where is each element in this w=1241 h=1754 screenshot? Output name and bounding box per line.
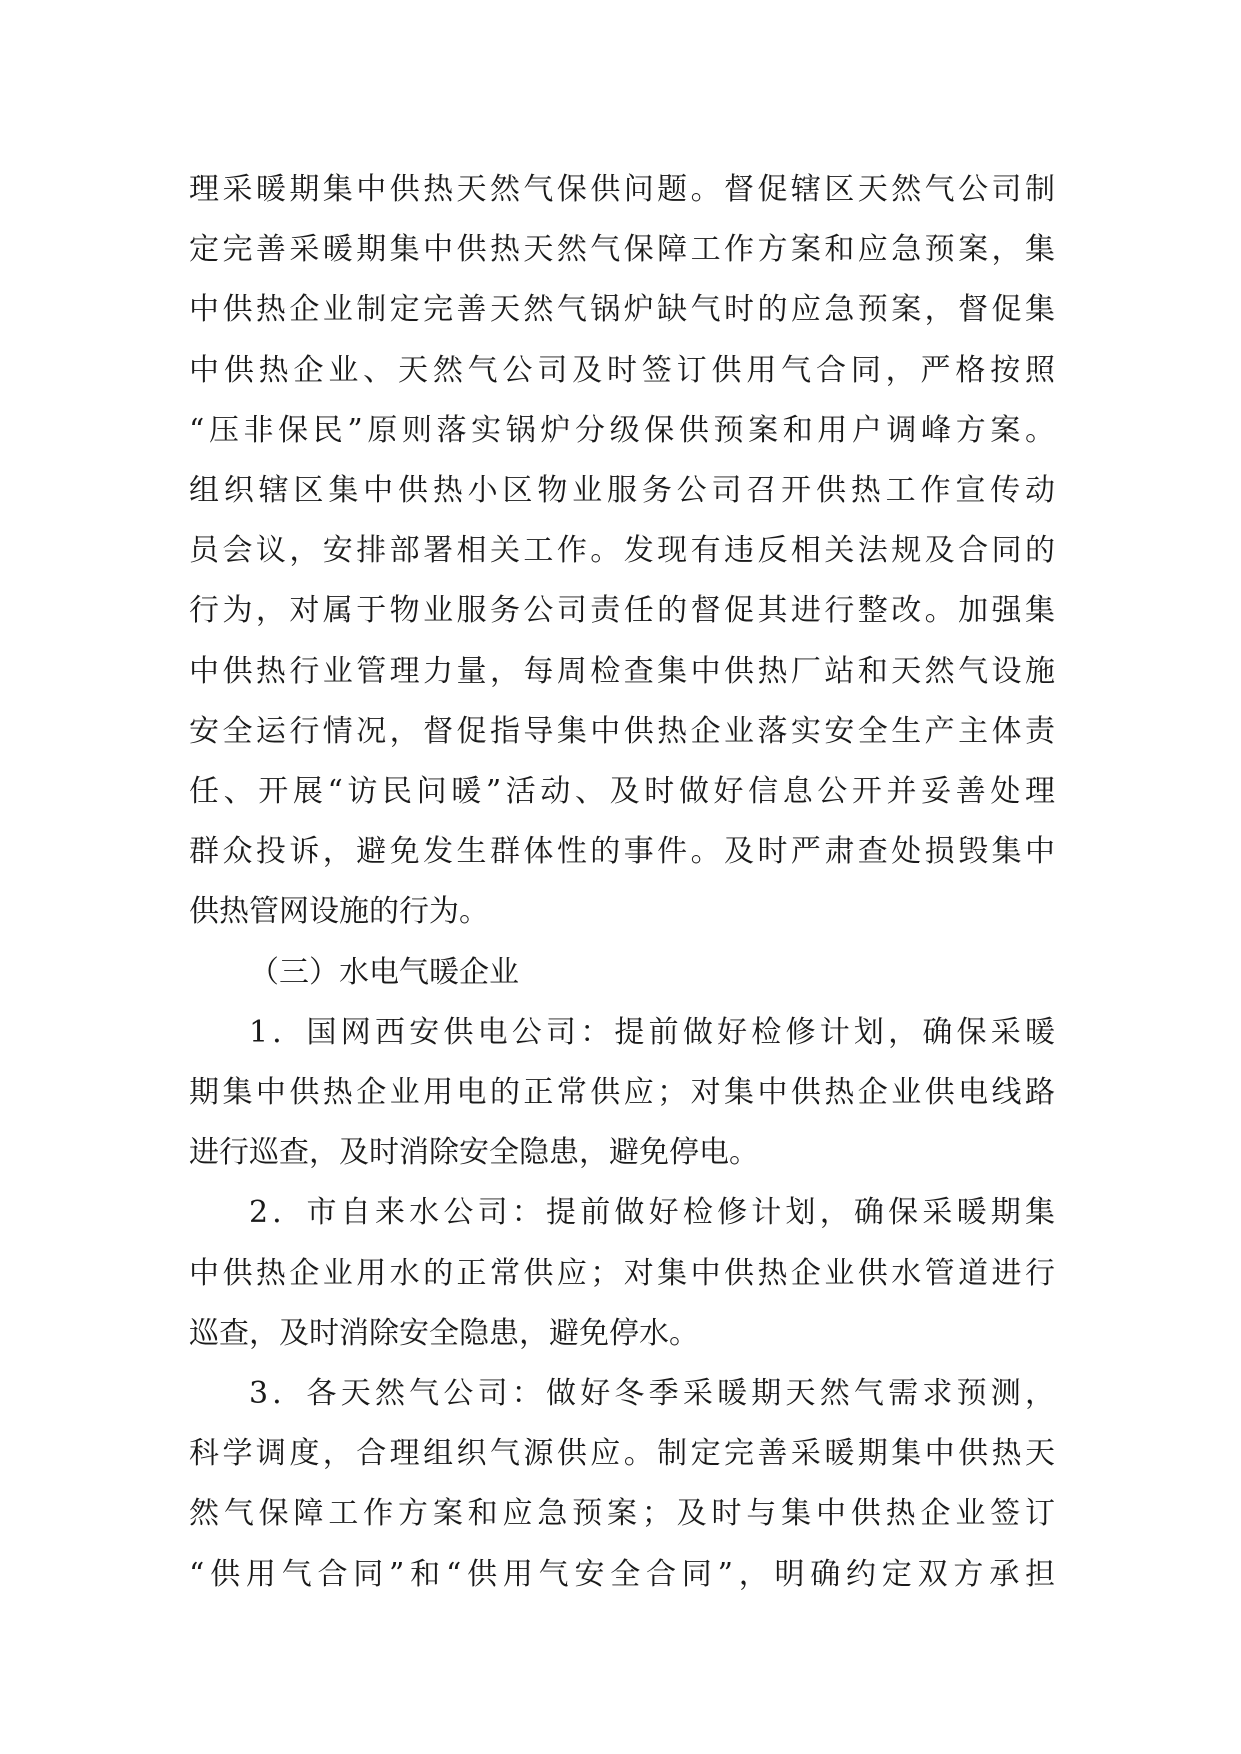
- text-line: 员会议，安排部署相关工作。发现有违反相关法规及合同的: [189, 533, 1055, 569]
- text-line: 进行巡查，及时消除安全隐患，避免停电。: [189, 1135, 759, 1171]
- text-line: 科学调度，合理组织气源供应。制定完善采暖期集中供热天: [189, 1436, 1055, 1472]
- text-line: 中供热企业用水的正常供应；对集中供热企业供水管道进行: [189, 1255, 1055, 1291]
- text-line: “压非保民”原则落实锅炉分级保供预案和用户调峰方案。: [189, 412, 1055, 448]
- text-line: 期集中供热企业用电的正常供应；对集中供热企业供电线路: [189, 1075, 1055, 1110]
- text-line: 巡查，及时消除安全隐患，避免停水。: [189, 1315, 699, 1351]
- text-line: （三）水电气暖企业: [249, 954, 519, 990]
- text-line: 2．市自来水公司：提前做好检修计划，确保采暖期集: [249, 1195, 1055, 1231]
- text-line: 中供热行业管理力量，每周检查集中供热厂站和天然气设施: [189, 653, 1055, 689]
- text-line: 群众投诉，避免发生群体性的事件。及时严肃查处损毁集中: [189, 834, 1055, 870]
- text-line: 然气保障工作方案和应急预案；及时与集中供热企业签订: [189, 1496, 1055, 1532]
- text-line: 组织辖区集中供热小区物业服务公司召开供热工作宣传动: [189, 473, 1055, 508]
- text-line: 理采暖期集中供热天然气保供问题。督促辖区天然气公司制: [189, 172, 1055, 207]
- text-line: 中供热企业、天然气公司及时签订供用气合同，严格按照: [189, 352, 1055, 388]
- text-line: 任、开展“访民问暖”活动、及时做好信息公开并妥善处理: [189, 774, 1055, 809]
- text-line: 1．国网西安供电公司：提前做好检修计划，确保采暖: [249, 1014, 1055, 1050]
- text-line: 定完善采暖期集中供热天然气保障工作方案和应急预案，集: [189, 232, 1055, 268]
- text-line: 供热管网设施的行为。: [189, 894, 489, 930]
- text-line: 中供热企业制定完善天然气锅炉缺气时的应急预案，督促集: [189, 292, 1055, 328]
- text-line: 行为，对属于物业服务公司责任的督促其进行整改。加强集: [189, 593, 1055, 629]
- text-line: 3．各天然气公司：做好冬季采暖期天然气需求预测，: [249, 1376, 1055, 1411]
- text-line: 安全运行情况，督促指导集中供热企业落实安全生产主体责: [189, 713, 1055, 749]
- text-line: “供用气合同”和“供用气安全合同”，明确约定双方承担: [189, 1556, 1055, 1592]
